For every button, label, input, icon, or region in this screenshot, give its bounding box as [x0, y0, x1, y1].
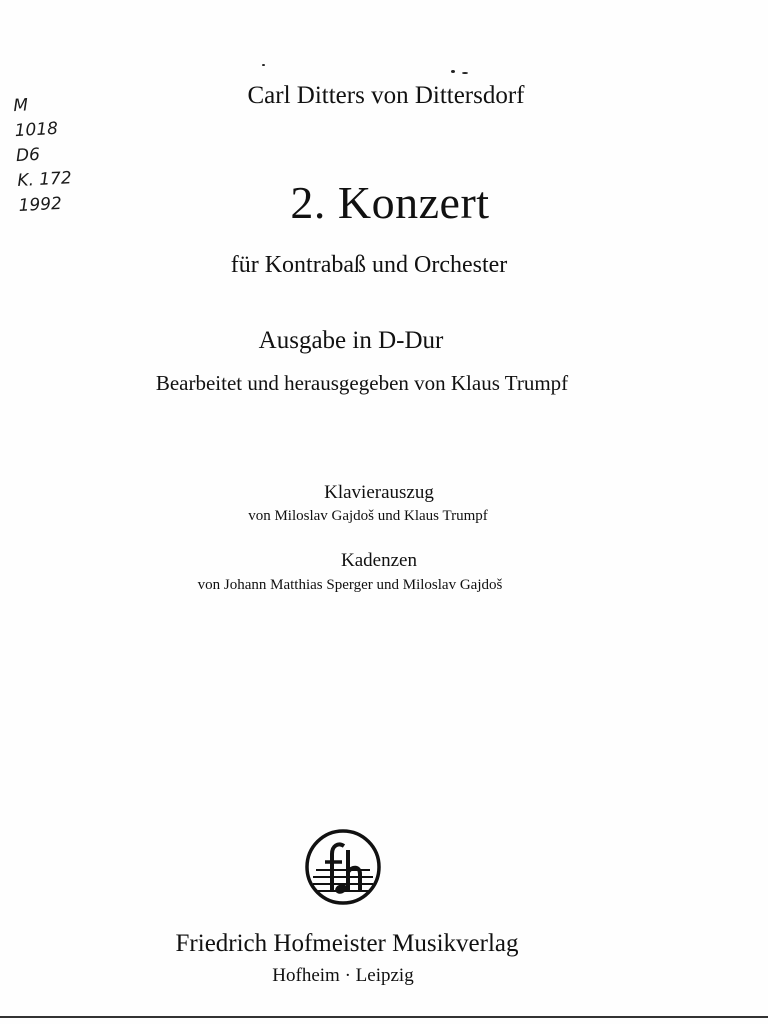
- bottom-scan-edge: [0, 1016, 768, 1018]
- scan-speck: [262, 64, 265, 66]
- work-title: 2. Konzert: [290, 177, 490, 228]
- handwritten-line: K. 172: [16, 168, 73, 192]
- work-subtitle: für Kontrabaß und Orchester: [230, 252, 508, 278]
- handwritten-line: 1992: [18, 193, 63, 217]
- handwritten-line: 1018: [14, 118, 59, 142]
- publisher-name: Friedrich Hofmeister Musikverlag: [175, 930, 519, 957]
- publisher-logo-icon: [304, 828, 382, 906]
- publisher-cities: Hofheim · Leipzig: [272, 965, 414, 986]
- scan-speck: [451, 70, 455, 73]
- cadenzas-credit: von Johann Matthias Sperger und Miloslav Gajdoš: [197, 577, 503, 593]
- arranger-credit: Bearbeitet und herausgegeben von Klaus Trumpf: [155, 371, 569, 395]
- piano-reduction-heading: Klavierauszug: [324, 482, 434, 503]
- piano-reduction-credit: von Miloslav Gajdoš und Klaus Trumpf: [248, 508, 488, 524]
- cadenzas-heading: Kadenzen: [341, 550, 417, 571]
- composer-name: Carl Ditters von Dittersdorf: [247, 82, 525, 109]
- handwritten-line: M: [12, 95, 29, 117]
- handwritten-line: D6: [15, 144, 41, 167]
- edition-label: Ausgabe in D-Dur: [258, 327, 444, 354]
- scan-speck: [462, 72, 468, 74]
